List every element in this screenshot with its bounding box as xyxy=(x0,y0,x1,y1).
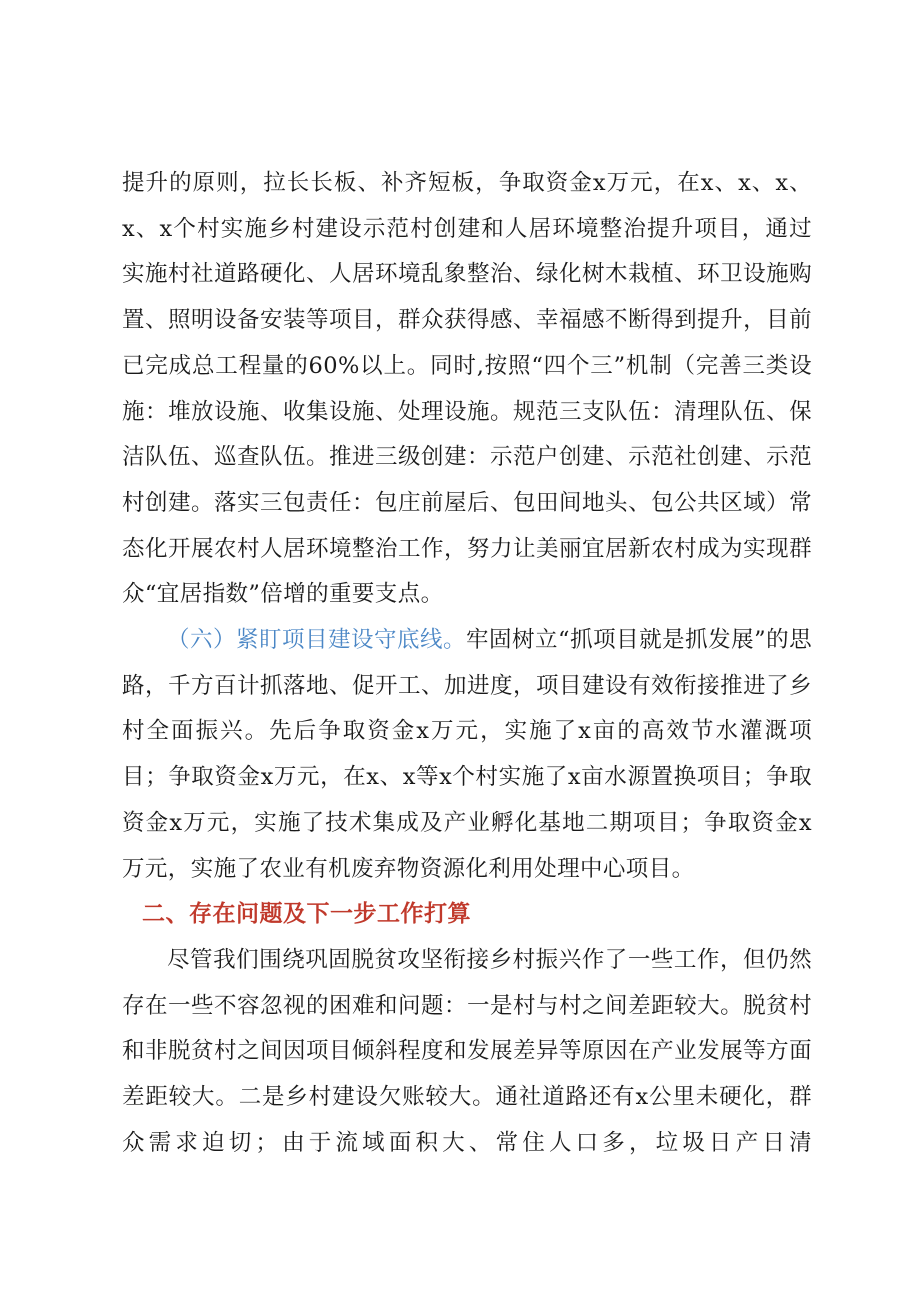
paragraph-rural-environment-text: 提升的原则，拉长长板、补齐短板，争取资金x万元，在x、x、x、x、x个村实施乡村建设示范村创建和人居环境整治提升项目，通过实施村社道路硬化、人居环境乱象整治、绿化树木栽植、环卫设施购置、照明设备安装等项目，群众获得感、幸福感不断得到提升，目前已完成总工程量的60%以上。同时,按照“四个三”机制（完善三类设施：堆放设施、收集设施、处理设施。规范三支队伍：清理队伍、保洁队伍、巡查队伍。推进三级创建：示范户创建、示范社创建、示范村创建。落实三包责任：包庄前屋后、包田间地头、包公共区域）常态化开展农村人居环境整治工作，努力让美丽宜居新农村成为实现群众“宜居指数”倍增的重要支点。 xyxy=(122,170,812,608)
paragraph-problems xyxy=(122,938,812,1167)
section-heading-problems: 二、存在问题及下一步工作打算 xyxy=(142,901,471,928)
paragraph-problems-text: 尽管我们围绕巩固脱贫攻坚衔接乡村振兴作了一些工作，但仍然存在一些不容忽视的困难和问题：一是村与村之间差距较大。脱贫村和非脱贫村之间因项目倾斜程度和发展差异等原因在产业发展等方面差距较大。二是乡村建设欠账较大。通社道路还有x公里未硬化，群众需求迫切；由于流域面积大、常住人口多，垃圾日产日清 xyxy=(122,946,812,1156)
subsection-heading-six: （六）紧盯项目建设守底线。 xyxy=(167,627,467,654)
document-body xyxy=(122,161,812,1166)
paragraph-rural-environment xyxy=(122,161,812,618)
paragraph-project-construction-text: 牢固树立“抓项目就是抓发展”的思路，千方百计抓落地、促开工、加进度，项目建设有效衔接推进了乡村全面振兴。先后争取资金x万元，实施了x亩的高效节水灌溉项目；争取资金x万元，在x、x等x个村实施了x亩水源置换项目；争取资金x万元，实施了技术集成及产业孵化基地二期项目；争取资金x万元，实施了农业有机废弃物资源化利用处理中心项目。 xyxy=(122,627,813,882)
paragraph-project-construction xyxy=(122,618,812,892)
